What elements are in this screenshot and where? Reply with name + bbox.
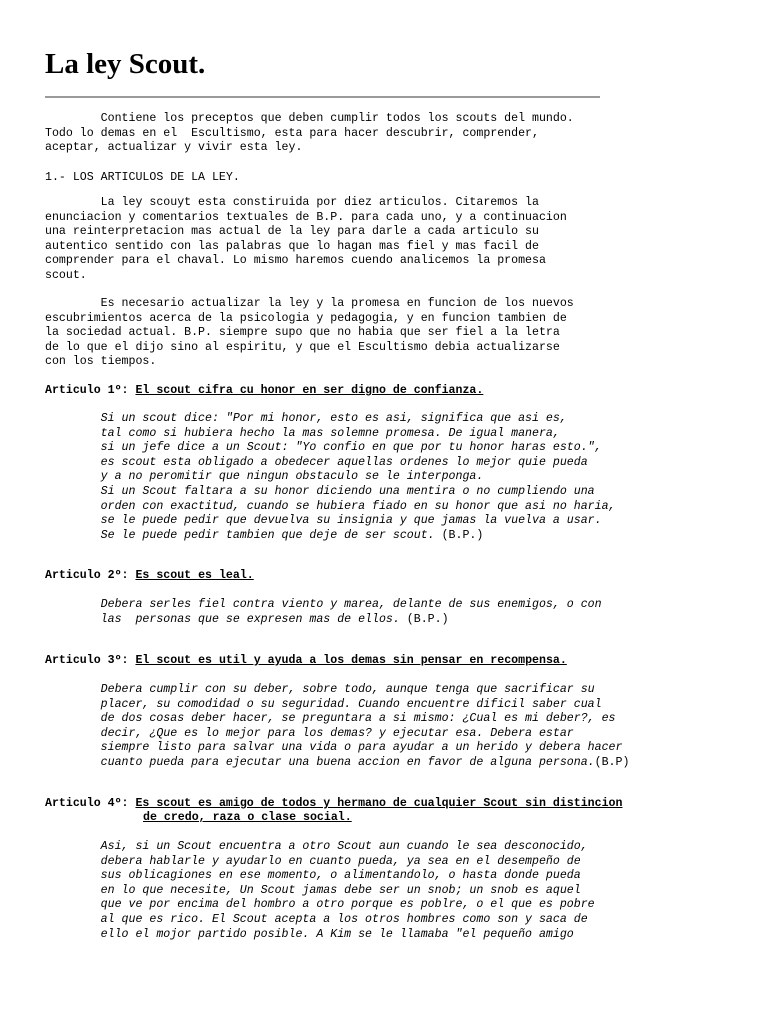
article-2-body — [45, 598, 602, 627]
article-2-heading — [45, 569, 254, 584]
article-text: Debera serles fiel contra viento y marea, delante de sus enemigos, o con las personas que se expresen mas de ellos. — [100, 598, 602, 626]
article-3-body — [45, 683, 629, 771]
article-label: Articulo 2º: — [45, 569, 136, 582]
article-title: Es scout es leal. — [135, 569, 254, 582]
paragraph-articulos: La ley scouyt esta constiruida por diez articulos. Citaremos la enunciacion y comentarios textuales de B.P. para cada uno, y a continuacion una reinterpretacion mas actual de la ley para darle a cada articulo su autentico sentido con las palabras que lo hagan mas fiel y mas facil de comprender para el chaval. Lo mismo haremos cuendo analicemos la promesa scout. — [45, 196, 567, 282]
article-text: Si un scout dice: "Por mi honor, esto es asi, significa que asi es, tal como si hubiera hecho la mas solemne promesa. De igual manera, si un jefe dice a un Scout: "Yo confio en que por tu honor haras esto.", es scout esta obligado a obedecer aquellas ordenes lo mejor quie pueda y a no peromitir que ningun obstaculo se le interponga. Si un Scout faltara a su honor diciendo una mentira o no cumpliendo una orden con exactitud, cuando se hubiera fiado en su honor que asi no haria, se le puede pedir que devuelva su insignia y que jamas la vuelva a usar. Se le puede pedir tambien que deje de ser scout. — [100, 412, 616, 542]
article-3-heading — [45, 654, 567, 669]
article-label: Articulo 3º: — [45, 654, 136, 667]
article-4-heading — [45, 797, 622, 812]
article-title: El scout cifra cu honor en ser digno de confianza. — [135, 384, 484, 397]
section-heading: 1.- LOS ARTICULOS DE LA LEY. — [45, 171, 240, 184]
title-divider — [45, 96, 600, 98]
article-source: (B.P.) — [434, 528, 484, 542]
article-4-heading-cont — [143, 811, 352, 826]
article-source: (B.P.) — [399, 612, 449, 626]
article-title-cont: de credo, raza o clase social. — [143, 811, 352, 824]
article-source: (B.P) — [594, 755, 630, 769]
article-title: Es scout es amigo de todos y hermano de cualquier Scout sin distincion — [135, 797, 623, 810]
article-label: Articulo 4º: — [45, 797, 136, 810]
intro-paragraph: Contiene los preceptos que deben cumplir todos los scouts del mundo. Todo lo demas en el Escultismo, esta para hacer descubrir, comprender, aceptar, actualizar y vivir esta ley. — [45, 112, 574, 155]
article-1-heading — [45, 384, 483, 399]
article-text: Debera cumplir con su deber, sobre todo, aunque tenga que sacrificar su placer, su comodidad o su seguridad. Cuando encuentre dificil saber cual de dos cosas deber hacer, se preguntara a si mismo: ¿Cual es mi deber?, es decir, ¿Que es lo mejor para los demas? y ejecutar esa. Debera estar siempre listo para salvar una vida o para ayudar a un herido y debera hacer cuanto pueda para ejecutar una buena accion en favor de alguna persona. — [100, 683, 623, 769]
article-label: Articulo 1º: — [45, 384, 136, 397]
article-1-body — [45, 412, 616, 543]
article-text: Asi, si un Scout encuentra a otro Scout aun cuando le sea desconocido, debera hablarle y ayudarlo en cuanto pueda, ya sea en el desempeño de sus oblicagiones en ese momento, o alimentandolo, o hasta donde pueda en lo que necesite, Un Scout jamas debe ser un snob; un snob es aquel que ve por encima del hombro a otro porque es poblre, o el que es pobre al que es rico. El Scout acepta a los otros hombres como son y saca de ello el mojor partido posible. A Kim se le llamaba "el pequeño amigo — [100, 840, 595, 941]
article-4-body — [45, 840, 595, 942]
paragraph-actualizar: Es necesario actualizar la ley y la promesa en funcion de los nuevos escubrimientos acerca de la psicologia y pedagogia, y en funcion tambien de la sociedad actual. B.P. siempre supo que no habia que ser fiel a la letra de lo que el dijo sino al espiritu, y que el Escultismo debia actualizarse con los tiempos. — [45, 297, 574, 369]
page-title: La ley Scout. — [45, 48, 206, 80]
article-title: El scout es util y ayuda a los demas sin pensar en recompensa. — [135, 654, 567, 667]
